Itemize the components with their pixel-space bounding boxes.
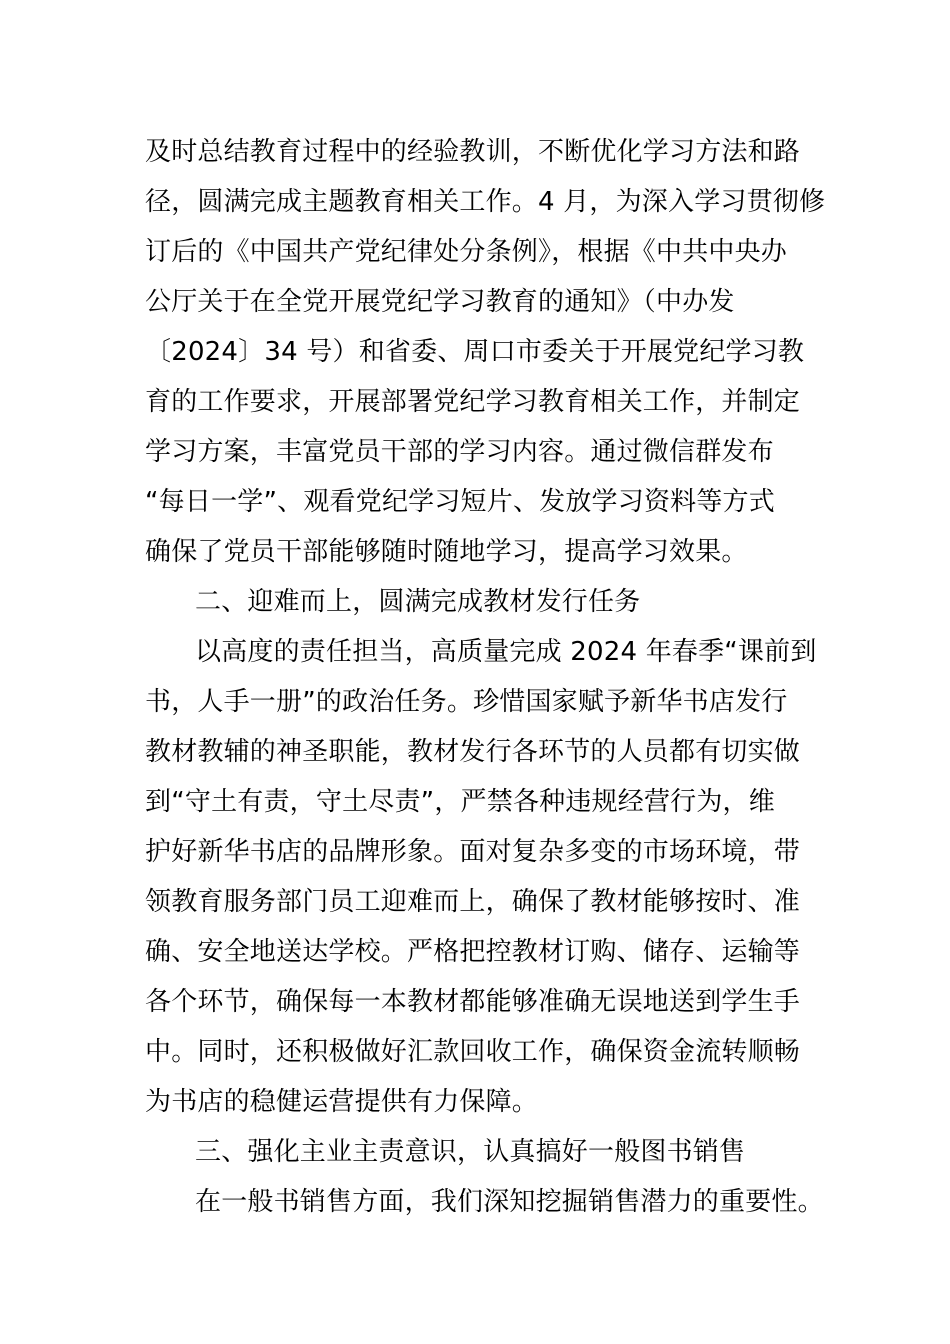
paragraph-line: 以高度的责任担当，高质量完成 2024 年春季“课前到 (195, 637, 817, 667)
paragraph-line: 学习方案，丰富党员干部的学习内容。通过微信群发布 (145, 437, 774, 467)
paragraph-line: 公厅关于在全党开展党纪学习教育的通知》（中办发 (145, 287, 735, 317)
paragraph-line: 到“守土有责，守土尽责”，严禁各种违规经营行为，维 (145, 787, 775, 817)
paragraph-line: 为书店的稳健运营提供有力保障。 (145, 1087, 539, 1117)
paragraph-line: 径，圆满完成主题教育相关工作。4 月，为深入学习贯彻修 (145, 187, 826, 217)
paragraph-line: 〔2024〕34 号）和省委、周口市委关于开展党纪学习教 (145, 337, 805, 367)
paragraph-line: 在一般书销售方面，我们深知挖掘销售潜力的重要性。 (195, 1187, 824, 1217)
paragraph-line: 及时总结教育过程中的经验教训，不断优化学习方法和路 (145, 137, 801, 167)
paragraph-line: 护好新华书店的品牌形象。面对复杂多变的市场环境，带 (145, 837, 801, 867)
paragraph-line: 领教育服务部门员工迎难而上，确保了教材能够按时、准 (145, 887, 801, 917)
paragraph-line: 确保了党员干部能够随时随地学习，提高学习效果。 (145, 537, 748, 567)
paragraph-line: 中。同时，还积极做好汇款回收工作，确保资金流转顺畅 (145, 1037, 801, 1067)
paragraph-line: 订后的《中国共产党纪律处分条例》，根据《中共中央办 (145, 237, 788, 267)
section-heading: 二、迎难而上，圆满完成教材发行任务 (195, 587, 641, 617)
paragraph-line: 书，人手一册”的政治任务。珍惜国家赋予新华书店发行 (145, 687, 788, 717)
section-heading: 三、强化主业主责意识，认真搞好一般图书销售 (195, 1137, 746, 1167)
paragraph-line: 育的工作要求，开展部署党纪学习教育相关工作，并制定 (145, 387, 801, 417)
paragraph-line: 确、安全地送达学校。严格把控教材订购、储存、运输等 (145, 937, 801, 967)
paragraph-line: 教材教辅的神圣职能，教材发行各环节的人员都有切实做 (145, 737, 801, 767)
paragraph-line: “每日一学”、观看党纪学习短片、发放学习资料等方式 (145, 487, 775, 517)
paragraph-line: 各个环节，确保每一本教材都能够准确无误地送到学生手 (145, 987, 801, 1017)
